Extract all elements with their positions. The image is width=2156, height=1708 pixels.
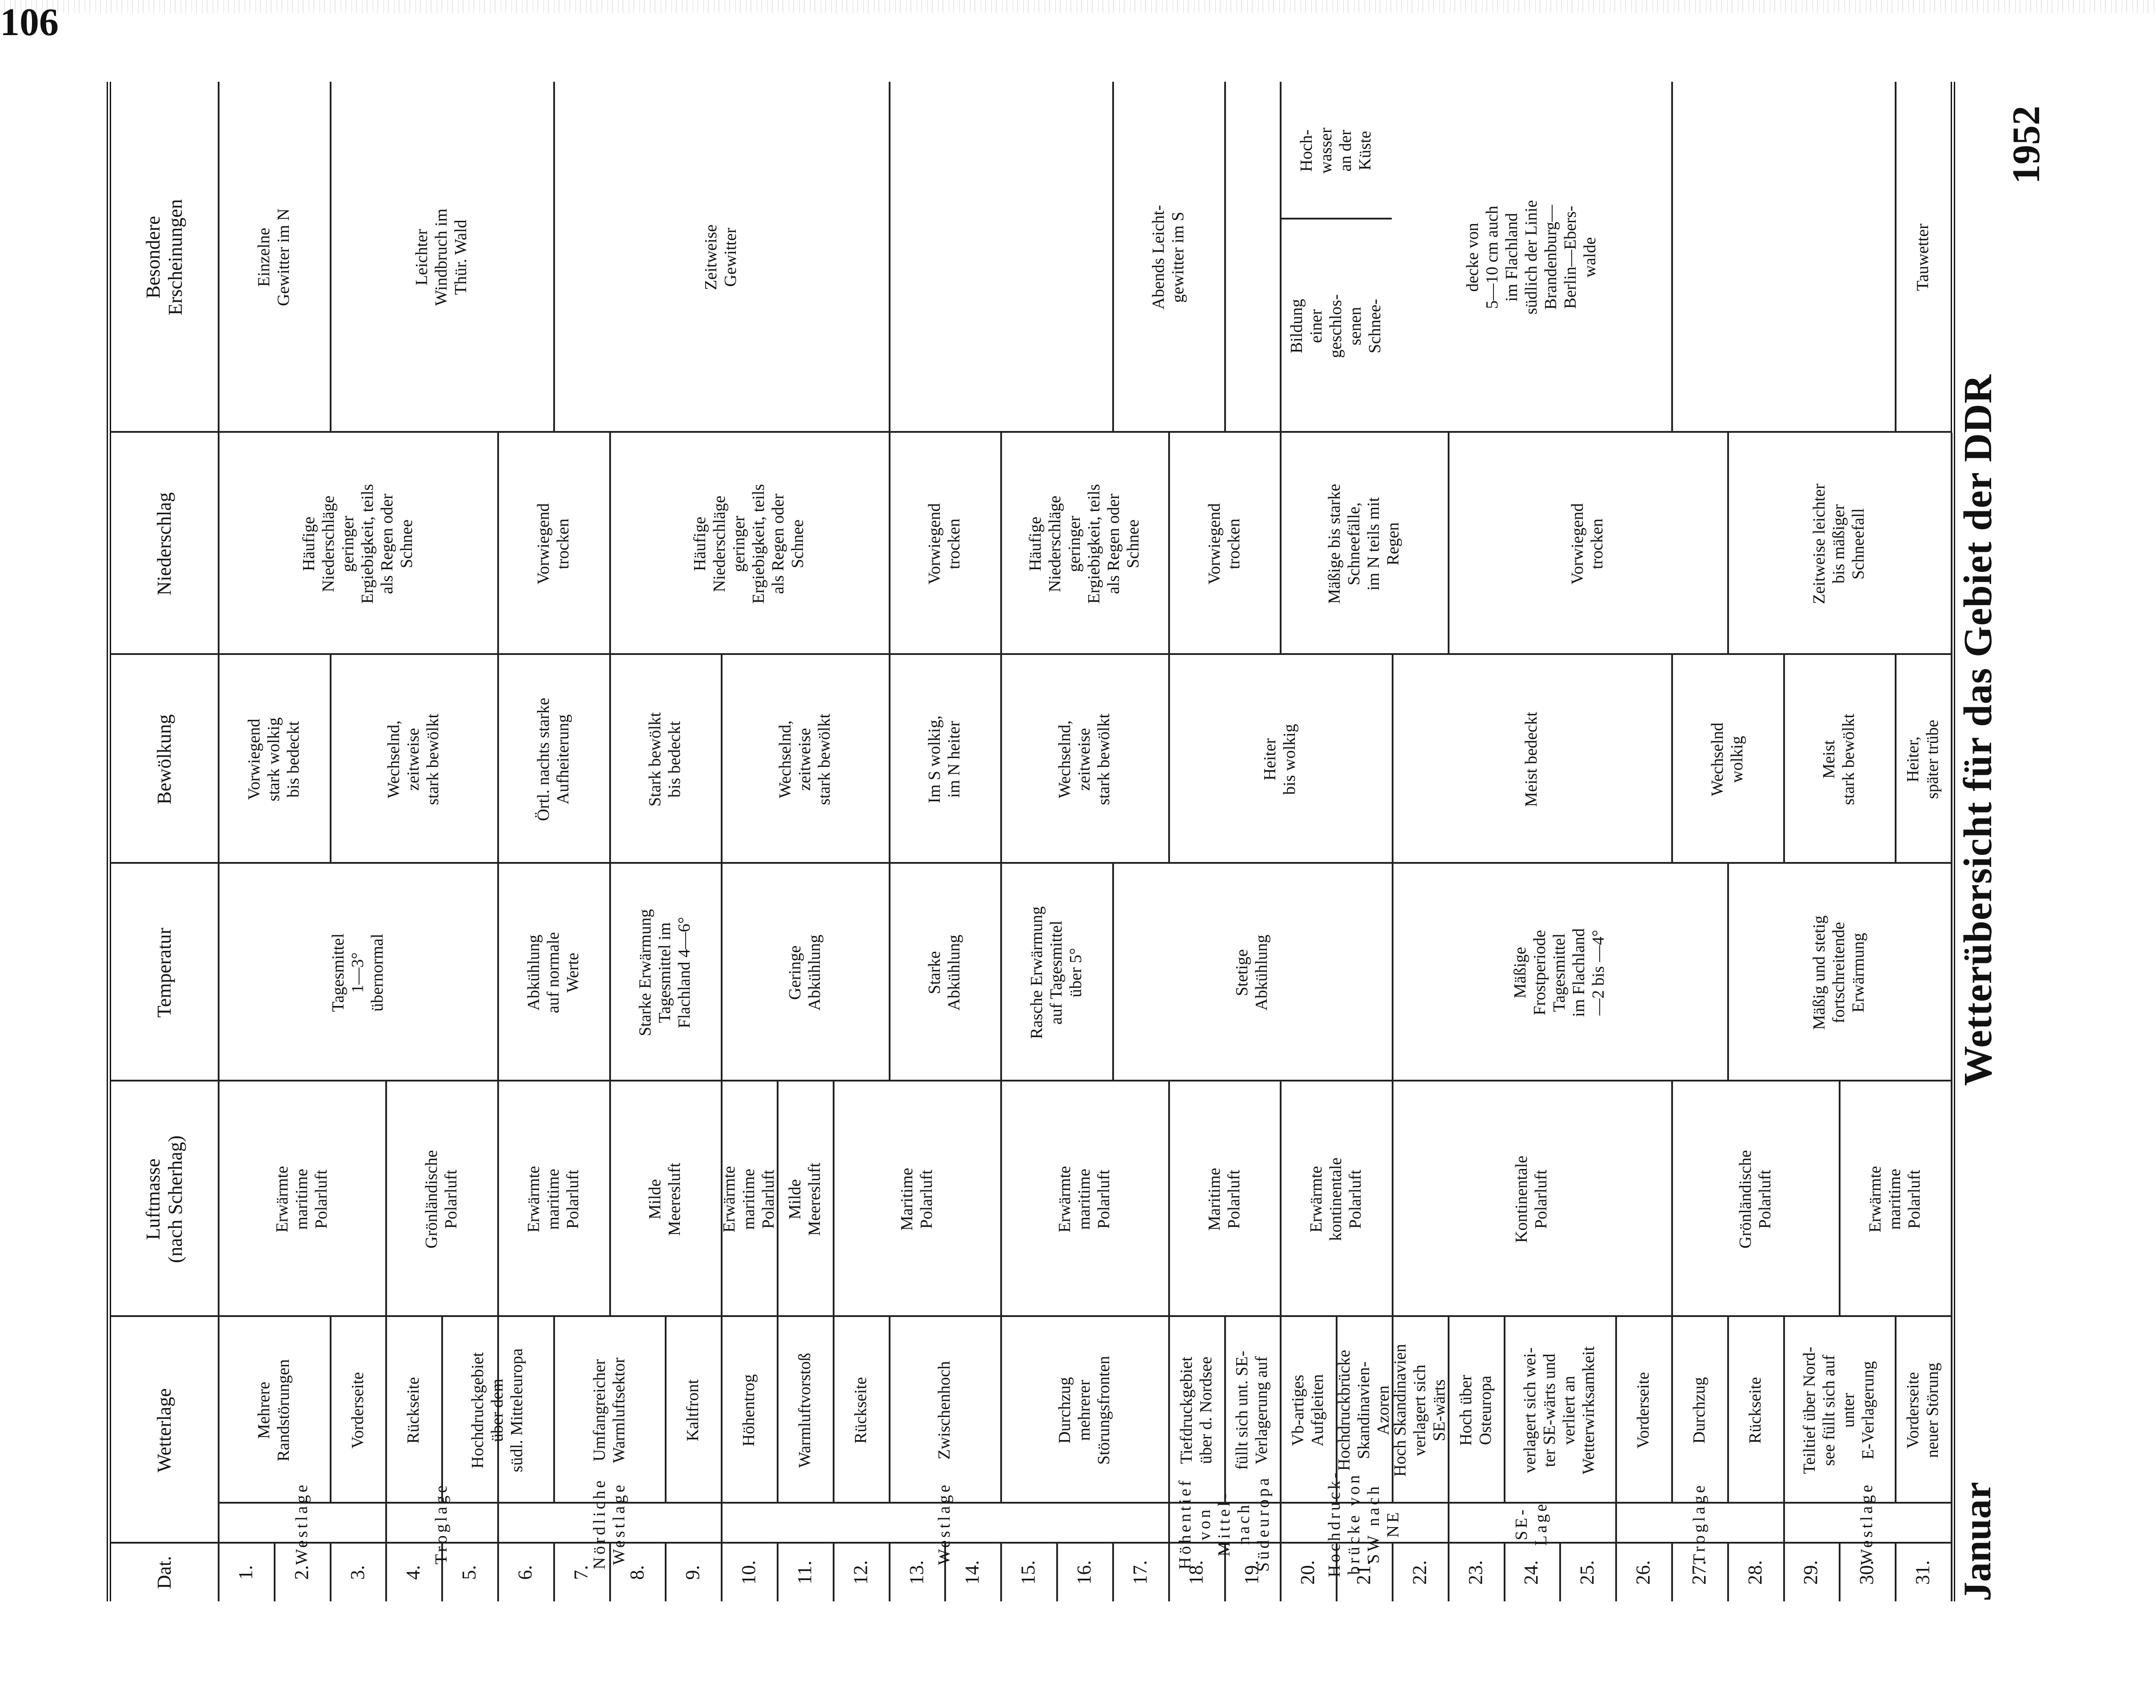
day-number: 31. [1912, 1560, 1934, 1585]
wetterlage-entry: Rückseite [851, 1377, 870, 1444]
wetterlage-entry: Hochdruckbrücke Skandinavien- Azoren [1335, 1349, 1393, 1471]
niederschlag-entry: Zeitweise leichter bis mäßiger Schneefall [1810, 483, 1868, 604]
wetterlage-group: Westlage [1857, 1482, 1877, 1565]
luftmasse-entry: Grönländische Polarluft [1736, 1150, 1774, 1249]
entry-divider [1951, 655, 1952, 864]
year-heading: 1952 [2005, 106, 2048, 184]
wetterlage-entry: Rückseite [1745, 1377, 1765, 1444]
niederschlag-entry: Mäßige bis starke Schneefälle, im N teils mit Regen [1325, 483, 1403, 604]
day-number: 8. [626, 1565, 648, 1580]
bewoelkung-entry: Stark bewölkt bis bedeckt [646, 712, 684, 807]
day-number: 15. [1017, 1560, 1039, 1585]
besondere-entry: Tauwetter [1913, 223, 1932, 291]
luftmasse-entry: Maritime Polarluft [897, 1168, 936, 1231]
luftmasse-entry: Erwärmte maritime Polarluft [1055, 1166, 1113, 1233]
column-header: Bewölkung [153, 714, 175, 805]
day-number: 26. [1632, 1560, 1654, 1585]
luftmasse-entry: Erwärmte maritime Polarluft [524, 1166, 582, 1233]
weather-table [107, 82, 1955, 1601]
luftmasse-entry: Erwärmte maritime Polarluft [720, 1166, 778, 1233]
day-number: 6. [514, 1565, 536, 1580]
luftmasse-entry: Erwärmte kontinentale Polarluft [1307, 1157, 1365, 1241]
day-number: 4. [402, 1565, 424, 1580]
day-number: 19. [1241, 1560, 1263, 1585]
niederschlag-entry: Vorwiegend trocken [534, 503, 572, 585]
day-number: 27. [1688, 1560, 1710, 1585]
niederschlag-entry: Vorwiegend trocken [925, 503, 964, 585]
bewoelkung-entry: Wechselnd wolkig [1708, 722, 1746, 796]
wetterlage-entry: Vorderseite [348, 1372, 367, 1449]
month-heading: Januar [1956, 1482, 1999, 1601]
besondere-entry: Zeitweise Gewitter [702, 224, 740, 290]
niederschlag-entry: Vorwiegend trocken [1568, 503, 1607, 585]
entry-divider [1951, 433, 1952, 655]
page-title: Wetterübersicht für das Gebiet der DDR [1956, 374, 2000, 1086]
day-number: 1. [234, 1565, 256, 1580]
day-number: 23. [1464, 1560, 1486, 1585]
page-number: 106 [0, 1, 59, 44]
wetterlage-entry: Vb-artiges Aufgleiten [1289, 1374, 1327, 1447]
wetterlage-group: Troglage [1689, 1483, 1709, 1564]
luftmasse-entry: Grönländische Polarluft [422, 1150, 461, 1249]
day-number: 18. [1185, 1560, 1207, 1585]
wetterlage-group: Nördliche Westlage [590, 1478, 628, 1569]
wetterlage-group: Hochdruck- brücke von SW nach NE [1325, 1470, 1403, 1577]
day-number: 21. [1353, 1560, 1375, 1585]
luftmasse-entry: Maritime Polarluft [1205, 1168, 1243, 1231]
day-number: 11. [793, 1560, 815, 1584]
day-number: 14. [961, 1560, 983, 1585]
day-number: 12. [849, 1560, 871, 1585]
day-number: 25. [1576, 1560, 1598, 1585]
column-header: Temperatur [153, 927, 175, 1018]
wetterlage-group: Westlage [292, 1482, 311, 1565]
bewoelkung-entry: Meist stark bewölkt [1820, 714, 1858, 805]
temperatur-entry: Mäßige Frostperiode Tagesmittel im Flachland —2 bis —4° [1511, 928, 1608, 1017]
bewoelkung-entry: Heiter bis wolkig [1261, 724, 1299, 795]
besondere-entry: Hoch- wasser an der Küste [1297, 128, 1375, 174]
day-number: 5. [458, 1565, 480, 1580]
day-number: 3. [346, 1565, 368, 1580]
temperatur-entry: Abkühlung auf normale Werte [524, 932, 582, 1014]
column-header: Niederschlag [153, 492, 175, 596]
wetterlage-entry: Rückseite [404, 1377, 423, 1444]
besondere-entry: Abends Leicht- gewitter im S [1149, 205, 1187, 310]
day-number: 30. [1856, 1560, 1878, 1585]
niederschlag-entry: Häufige Niederschläge geringer Ergiebigkeit, teils als Regen oder Schnee [1026, 484, 1142, 604]
bewoelkung-entry: Wechselnd, zeitweise stark bewölkt [384, 714, 443, 805]
day-number: 7. [570, 1565, 592, 1580]
day-number: 22. [1408, 1560, 1430, 1585]
wetterlage-entry: Zwischenhoch [935, 1361, 954, 1460]
wetterlage-entry: Mehrere Randstörungen [254, 1359, 293, 1462]
besondere-entry: Leichter Windbruch im Thür. Wald [412, 208, 471, 306]
row-divider [1895, 82, 1896, 433]
row-divider [1112, 82, 1114, 433]
temperatur-entry: Tagesmittel 1—3° übernormal [328, 933, 387, 1012]
niederschlag-entry: Häufige Niederschläge geringer Ergiebigkeit, teils als Regen oder Schnee [299, 484, 416, 604]
row-divider [889, 82, 890, 433]
day-number: 20. [1297, 1560, 1319, 1585]
wetterlage-entry: verlagert sich wei- ter SE-wärts und verliert an Wetterwirksamkeit [1521, 1346, 1598, 1475]
temperatur-entry: Starke Erwärmung Tagesmittel im Flachland 4—6° [636, 909, 694, 1036]
bewoelkung-entry: Örtl. nachts starke Aufheiterung [534, 698, 572, 821]
temperatur-entry: Mäßig und stetig fortschreitende Erwärmung [1810, 915, 1868, 1030]
wetterlage-entry: Vorderseite [1634, 1372, 1653, 1449]
luftmasse-entry: Milde Meeresluft [785, 1162, 824, 1236]
day-divider [1951, 1544, 1952, 1601]
row-divider [1280, 82, 1282, 433]
entry-divider [1951, 1317, 1952, 1504]
temperatur-entry: Stetige Abkühlung [1233, 934, 1271, 1011]
wetterlage-entry: Hoch Skandinavien verlagert sich SE-wärts [1390, 1344, 1449, 1477]
wetterlage-entry: Umfangreicher Warmluftsektor [590, 1357, 628, 1463]
day-number: 28. [1744, 1560, 1766, 1585]
wetterlage-entry: Durchzug mehrerer Störungsfronten [1055, 1356, 1113, 1465]
day-number: 29. [1800, 1560, 1822, 1585]
bewoelkung-entry: Vorwiegend stark wolkig bis bedeckt [244, 717, 303, 802]
wetterlage-entry: Hoch über Osteuropa [1456, 1375, 1495, 1446]
day-number: 17. [1129, 1560, 1151, 1585]
wetterlage-entry: Höhentrog [739, 1374, 759, 1447]
day-number: 24. [1520, 1560, 1542, 1585]
wetterlage-group: Troglage [432, 1483, 451, 1564]
wetterlage-entry: Hochdruckgebiet über dem südl. Mitteleuropa [468, 1348, 527, 1473]
temperatur-entry: Geringe Abkühlung [785, 934, 824, 1011]
column-header: Luftmasse (nach Scherhag) [142, 1135, 186, 1263]
luftmasse-entry: Kontinentale Polarluft [1512, 1155, 1551, 1243]
day-number: 10. [738, 1560, 760, 1585]
day-number: 13. [905, 1560, 927, 1585]
luftmasse-entry: Milde Meeresluft [646, 1162, 684, 1236]
bewoelkung-entry: Im S wolkig, im N heiter [925, 715, 964, 803]
besondere-entry: Einzelne Gewitter im N [254, 208, 293, 306]
bewoelkung-entry: Meist bedeckt [1522, 711, 1541, 807]
day-number: 2. [290, 1565, 312, 1580]
temperatur-entry: Starke Abkühlung [925, 934, 964, 1011]
row-divider [1224, 82, 1226, 433]
niederschlag-entry: Vorwiegend trocken [1205, 503, 1243, 585]
bewoelkung-entry: Wechselnd, zeitweise stark bewölkt [1055, 714, 1113, 805]
row-divider [1671, 82, 1673, 433]
wetterlage-entry: Durchzug [1689, 1377, 1709, 1444]
entry-divider [1951, 864, 1952, 1081]
besondere-entry: Bildung einer geschlos- senen Schnee- [1287, 294, 1385, 358]
wetterlage-entry: Teiltief über Nord- see füllt sich auf unter E-Verlagerung [1800, 1346, 1878, 1474]
day-number: 9. [682, 1565, 704, 1580]
besondere-entry: decke von 5—10 cm auch im Flachland südlich der Linie Brandenburg— Berlin—Ebers- walde [1463, 200, 1600, 315]
bewoelkung-entry: Heiter, später trübe [1904, 719, 1942, 799]
wetterlage-entry: Kaltfront [683, 1379, 703, 1441]
wetterlage-group: Höhentief von Mittel- nach Südeuropa [1175, 1475, 1273, 1572]
day-number: 16. [1073, 1560, 1095, 1585]
luftmasse-entry: Erwärmte maritime Polarluft [1866, 1166, 1924, 1233]
bewoelkung-entry: Wechselnd, zeitweise stark bewölkt [775, 714, 834, 805]
wetterlage-entry: Vorderseite neuer Störung [1904, 1362, 1942, 1458]
wetterlage-group: Westlage [935, 1482, 954, 1565]
wetterlage-entry: Warmluftvorstoß [795, 1353, 814, 1468]
temperatur-entry: Rasche Erwärmung auf Tagesmittel über 5° [1027, 906, 1086, 1039]
wetterlage-group: SE-Lage [1512, 1501, 1551, 1546]
wetterlage-entry: Tiefdruckgebiet über d. Nordsee [1177, 1357, 1215, 1464]
niederschlag-entry: Häufige Niederschläge geringer Ergiebigkeit, teils als Regen oder Schnee [691, 484, 807, 604]
luftmasse-entry: Erwärmte maritime Polarluft [272, 1166, 331, 1233]
column-header: Besondere Erscheinungen [142, 199, 186, 315]
column-header: Dat. [153, 1556, 175, 1589]
column-header: Wetterlage [153, 1388, 175, 1473]
entry-divider [1951, 1081, 1952, 1317]
wetterlage-entry: füllt sich unt. SE- Verlagerung auf [1233, 1350, 1271, 1470]
